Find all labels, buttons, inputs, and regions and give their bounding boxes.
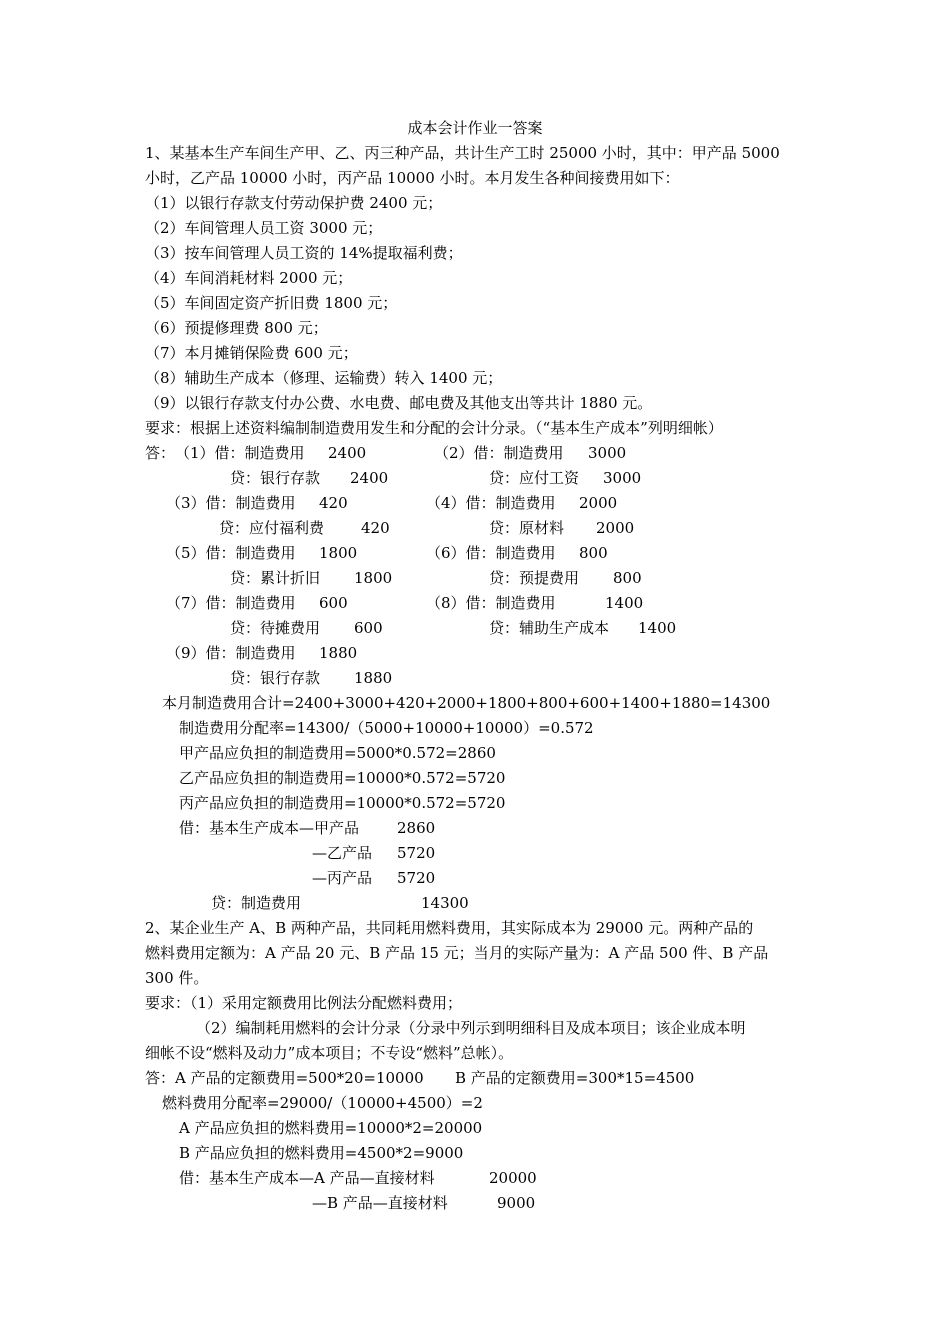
q1-requirement: 要求：根据上述资料编制制造费用发生和分配的会计分录。（“基本生产成本”列明细帐） (145, 419, 723, 437)
q1-final-credit: 贷：制造费用 (211, 894, 302, 912)
q1-item-6: （6）预提修理费 800 元； (145, 319, 328, 337)
entry-8-credit: 贷：辅助生产成本 (489, 619, 610, 637)
q1-item-8: （8）辅助生产成本（修理、运输费）转入 1400 元； (145, 369, 503, 387)
q2-stem-line-1: 2、某企业生产 A、B 两种产品，共同耗用燃料费用，其实际成本为 29000 元。两种产品的 (145, 919, 754, 937)
q2-stem-line-2: 燃料费用定额为：A 产品 20 元、B 产品 15 元；当月的实际产量为：A 产品 500 件、B 产品 (145, 944, 769, 962)
q1-item-9: （9）以银行存款支付办公费、水电费、邮电费及其他支出等共计 1880 元。 (145, 394, 653, 412)
q2-debit-1: 借：基本生产成本—A 产品—直接材料 (179, 1169, 435, 1187)
q2-requirement-1: 要求：（1）采用定额费用比例法分配燃料费用； (145, 994, 463, 1012)
q2-allocation-b: B 产品应负担的燃料费用=4500*2=9000 (179, 1144, 464, 1162)
q2-allocation-a: A 产品应负担的燃料费用=10000*2=20000 (179, 1119, 483, 1137)
entry-5-debit-amount: 1800 (319, 544, 358, 562)
entry-7-debit: （7）借：制造费用 (166, 594, 296, 612)
entry-4-debit: （4）借：制造费用 (426, 494, 556, 512)
entry-1-debit-amount: 2400 (328, 444, 367, 462)
entry-9-debit: （9）借：制造费用 (166, 644, 296, 662)
q1-stem-line-1: 1、某基本生产车间生产甲、乙、丙三种产品，共计生产工时 25000 小时，其中：甲产品 5000 (145, 144, 780, 162)
q1-final-debit: 借：基本生产成本—甲产品 (179, 819, 360, 837)
entry-4-credit: 贷：原材料 (489, 519, 565, 537)
entry-3-debit: （3）借：制造费用 (166, 494, 296, 512)
q1-item-1: （1）以银行存款支付劳动保护费 2400 元； (145, 194, 443, 212)
q2-requirement-2-cont: 细帐不设“燃料及动力”成本项目；不专设“燃料”总帐）。 (145, 1044, 514, 1062)
q1-final-sub-3-amount: 5720 (397, 869, 436, 887)
entry-5-credit: 贷：累计折旧 (230, 569, 321, 587)
entry-1-credit: 贷：银行存款 (230, 469, 321, 487)
entry-4-debit-amount: 2000 (579, 494, 618, 512)
q1-final-sub-3: —丙产品 (312, 869, 373, 887)
entry-2-debit: （2）借：制造费用 (434, 444, 564, 462)
entry-2-credit-amount: 3000 (603, 469, 642, 487)
entry-8-credit-amount: 1400 (638, 619, 677, 637)
entry-3-debit-amount: 420 (319, 494, 348, 512)
entry-6-debit-amount: 800 (579, 544, 608, 562)
entry-7-debit-amount: 600 (319, 594, 348, 612)
q1-item-7: （7）本月摊销保险费 600 元； (145, 344, 358, 362)
entry-9-credit: 贷：银行存款 (230, 669, 321, 687)
entry-2-debit-amount: 3000 (588, 444, 627, 462)
entry-3-credit: 贷：应付福利费 (219, 519, 325, 537)
q2-answer-a: 答：A 产品的定额费用=500*20=10000 (145, 1069, 424, 1087)
q1-final-debit-amount: 2860 (397, 819, 436, 837)
q2-stem-line-3: 300 件。 (145, 969, 209, 987)
q1-allocation-rate: 制造费用分配率=14300/（5000+10000+10000）=0.572 (179, 719, 594, 737)
entry-7-credit: 贷：待摊费用 (230, 619, 321, 637)
q2-answer-b: B 产品的定额费用=300*15=4500 (455, 1069, 695, 1087)
entry-6-debit: （6）借：制造费用 (426, 544, 556, 562)
entry-1-credit-amount: 2400 (350, 469, 389, 487)
q1-allocation-a: 甲产品应负担的制造费用=5000*0.572=2860 (179, 744, 496, 762)
entry-5-debit: （5）借：制造费用 (166, 544, 296, 562)
q1-item-4: （4）车间消耗材料 2000 元； (145, 269, 353, 287)
entry-6-credit: 贷：预提费用 (489, 569, 580, 587)
entry-1-debit: （1）借：制造费用 (175, 444, 305, 462)
entry-2-credit: 贷：应付工资 (489, 469, 580, 487)
entry-8-debit: （8）借：制造费用 (426, 594, 556, 612)
q1-final-sub-2-amount: 5720 (397, 844, 436, 862)
q2-requirement-2: （2）编制耗用燃料的会计分录（分录中列示到明细科目及成本项目；该企业成本明 (196, 1019, 746, 1037)
answer-prefix: 答： (145, 444, 176, 462)
q1-total: 本月制造费用合计=2400+3000+420+2000+1800+800+600+1400+1880=14300 (162, 694, 771, 712)
q2-debit-2: —B 产品—直接材料 (312, 1194, 448, 1212)
q1-final-credit-amount: 14300 (421, 894, 469, 912)
q1-item-5: （5）车间固定资产折旧费 1800 元； (145, 294, 398, 312)
q2-debit-1-amount: 20000 (489, 1169, 537, 1187)
entry-3-credit-amount: 420 (361, 519, 390, 537)
entry-7-credit-amount: 600 (354, 619, 383, 637)
q2-allocation-rate: 燃料费用分配率=29000/（10000+4500）=2 (162, 1094, 483, 1112)
q1-allocation-c: 丙产品应负担的制造费用=10000*0.572=5720 (179, 794, 506, 812)
entry-5-credit-amount: 1800 (354, 569, 393, 587)
entry-4-credit-amount: 2000 (596, 519, 635, 537)
entry-9-credit-amount: 1880 (354, 669, 393, 687)
q1-item-3: （3）按车间管理人员工资的 14%提取福利费； (145, 244, 463, 262)
page-title: 成本会计作业一答案 (407, 119, 543, 137)
q2-debit-2-amount: 9000 (497, 1194, 536, 1212)
q1-stem-line-2: 小时，乙产品 10000 小时，丙产品 10000 小时。本月发生各种间接费用如下： (145, 169, 680, 187)
q1-allocation-b: 乙产品应负担的制造费用=10000*0.572=5720 (179, 769, 506, 787)
q1-final-sub-2: —乙产品 (312, 844, 373, 862)
entry-6-credit-amount: 800 (613, 569, 642, 587)
q1-item-2: （2）车间管理人员工资 3000 元； (145, 219, 383, 237)
entry-8-debit-amount: 1400 (605, 594, 644, 612)
entry-9-debit-amount: 1880 (319, 644, 358, 662)
